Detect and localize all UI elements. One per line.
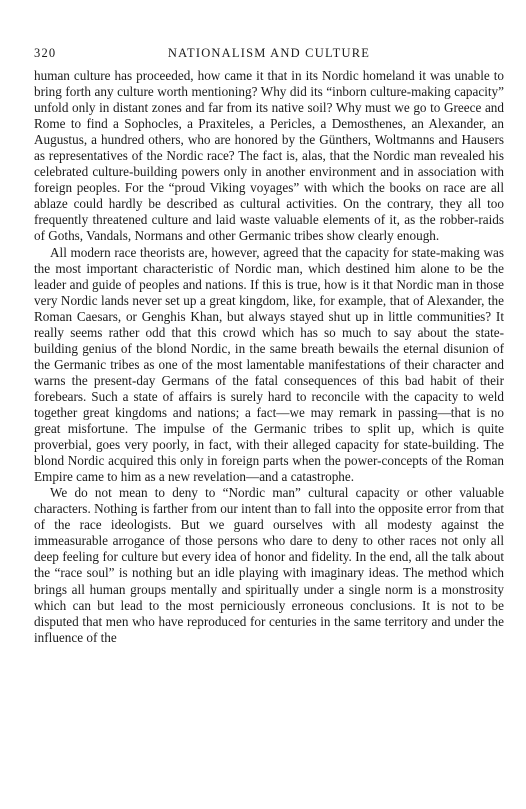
- paragraph: All modern race theorists are, however, agreed that the capacity for state-making was the most important characteristic of Nordic man, which destined him alone to be the leader and guide of peoples and nations. If this is true, how is it that Nordic man in those very Nordic lands never set up a great kingdom, like, for example, that of Alexander, the Roman Caesars, or Genghis Khan, but always stayed shut up in little communities? It really seems rather odd that this crowd which has so much to say about the state-building genius of the blond Nordic, in the same breath bewails the eternal disunion of the Germanic tribes as one of the most lamentable manifestations of their character and warns the present-day Germans of the fatal consequences of this bad habit of their forebears. Such a state of affairs is surely hard to reconcile with the capacity to weld together great kingdoms and nations; a fact—we may remark in passing—that is no great misfortune. The impulse of the Germanic tribes to split up, which is quite proverbial, goes very poorly, in fact, with their alleged capacity for state-building. The blond Nordic acquired this only in foreign parts when the power-concepts of the Roman Empire came to him as a new revelation—and a catastrophe.: [34, 244, 504, 485]
- page-number: 320: [34, 46, 57, 60]
- page-header: [34, 46, 504, 68]
- paragraph: We do not mean to deny to “Nordic man” cultural capacity or other valuable characters. Nothing is farther from our intent than to fall into the opposite error from that of the race ideologists. But we guard ourselves with all modesty against the immeasurable arrogance of those persons who dare to deny to other races not only all deep feeling for culture but every idea of honor and fidelity. In the end, all the talk about the “race soul” is nothing but an idle playing with imaginary ideas. The method which brings all human groups mentally and spiritually under a single norm is a monstrosity which can but lead to the most perniciously erroneous conclusions. It is not to be disputed that men who have reproduced for centuries in the same territory and under the influence of the: [34, 485, 504, 645]
- book-page: [34, 46, 504, 646]
- paragraph-continued: human culture has proceeded, how came it that in its Nordic homeland it was unable to bring forth any culture worth mentioning? Why did its “inborn culture-making capacity” unfold only in distant zones and far from its native soil? Why must we go to Greece and Rome to find a Sophocles, a Praxiteles, a Pericles, a Demosthenes, an Alexander, an Augustus, a hundred others, who are honored by the Günthers, Woltmanns and Hausers as representatives of the Nordic race? The fact is, alas, that the Nordic man revealed his celebrated culture-building powers only in another environment and in association with foreign peoples. For the “proud Viking voyages” with which the books on race are all ablaze could hardly be described as cultural activities. On the contrary, they all too frequently threatened culture and laid waste valuable elements of it, as the robber-raids of Goths, Vandals, Normans and other Germanic tribes show clearly enough.: [34, 68, 504, 244]
- body-text: [34, 68, 504, 646]
- running-head: NATIONALISM AND CULTURE: [167, 46, 371, 60]
